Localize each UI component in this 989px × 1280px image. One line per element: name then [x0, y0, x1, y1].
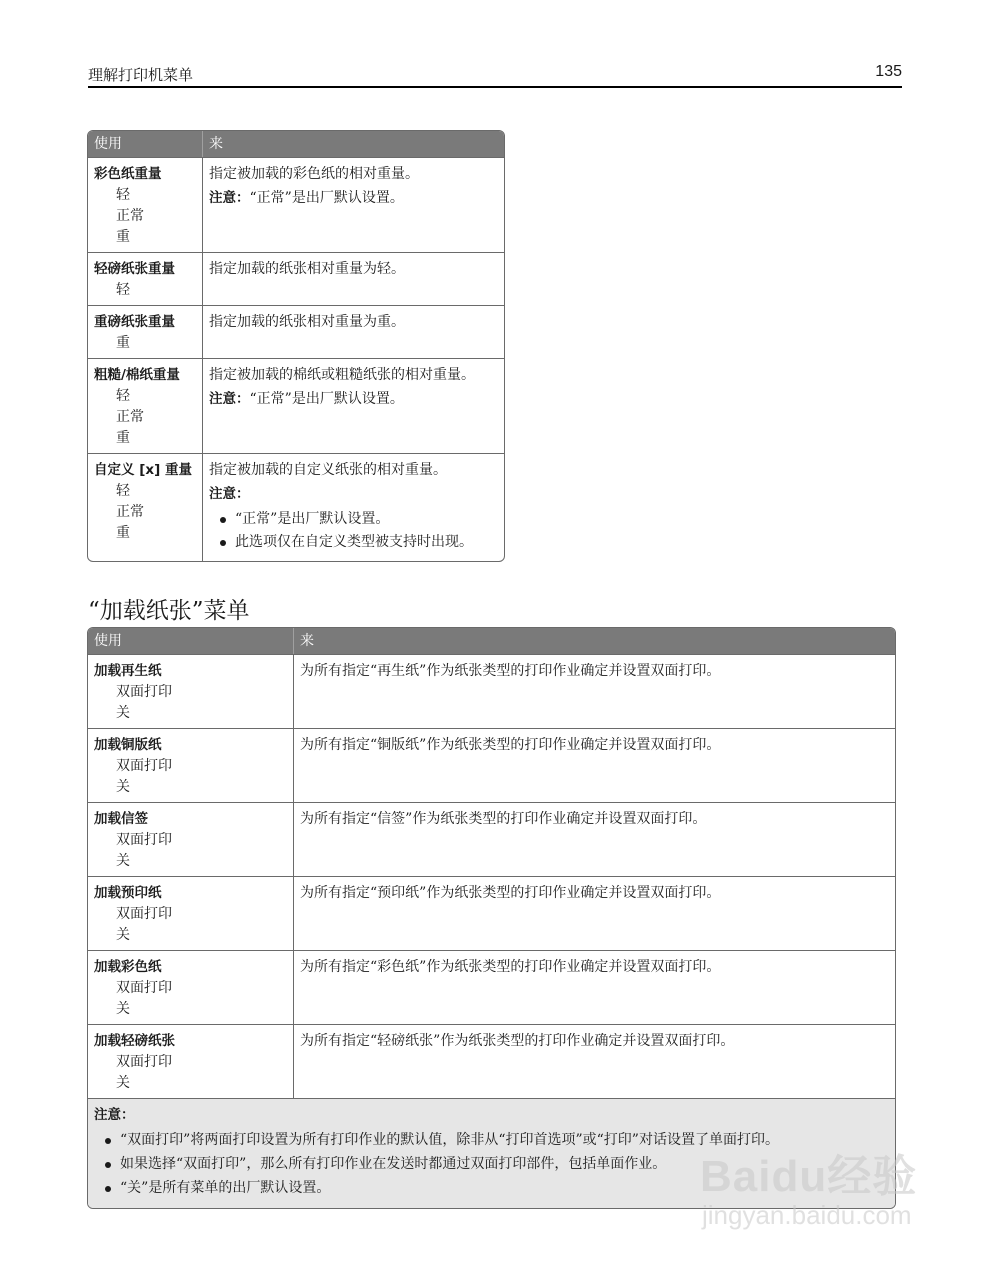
setting-name: 加载彩色纸	[94, 959, 162, 975]
note-label: 注意：	[209, 391, 250, 407]
setting-option: 关	[116, 779, 130, 795]
setting-cell	[88, 654, 293, 728]
setting-option: 关	[116, 1075, 130, 1091]
table-header-row	[88, 131, 504, 157]
table-row	[88, 157, 504, 252]
description-cell	[293, 950, 895, 1024]
table-row	[88, 876, 895, 950]
setting-name: 加载再生纸	[94, 663, 162, 679]
description-cell	[293, 654, 895, 728]
setting-name: 自定义 [x] 重量	[94, 462, 192, 478]
setting-option: 轻	[116, 483, 130, 499]
description-text: 为所有指定“预印纸”作为纸张类型的打印作业确定并设置双面打印。	[300, 885, 721, 901]
table-row	[88, 950, 895, 1024]
table-row	[88, 1024, 895, 1098]
list-item: “双面打印”将两面打印设置为所有打印作业的默认值，除非从“打印首选项”或“打印”对话设置了单面打印。	[94, 1130, 889, 1151]
column-header-to: 来	[202, 131, 504, 157]
note-text: “正常”是出厂默认设置。	[249, 190, 404, 206]
description-text: 指定被加载的彩色纸的相对重量。	[209, 166, 419, 182]
setting-option: 重	[116, 335, 130, 351]
page-number: 135	[875, 63, 902, 80]
setting-name: 加载预印纸	[94, 885, 162, 901]
paper-weight-table	[87, 130, 505, 562]
setting-name: 轻磅纸张重量	[94, 261, 175, 277]
setting-option: 关	[116, 927, 130, 943]
setting-option: 轻	[116, 282, 130, 298]
setting-name: 彩色纸重量	[94, 166, 162, 182]
setting-cell	[88, 252, 202, 305]
column-header-use: 使用	[88, 131, 202, 157]
setting-cell	[88, 950, 293, 1024]
setting-option: 双面打印	[116, 906, 172, 922]
table-row	[88, 358, 504, 453]
setting-option: 关	[116, 1001, 130, 1017]
description-cell	[202, 252, 504, 305]
description-cell	[293, 728, 895, 802]
description-text: 为所有指定“彩色纸”作为纸张类型的打印作业确定并设置双面打印。	[300, 959, 721, 975]
setting-name: 加载轻磅纸张	[94, 1033, 175, 1049]
description-text: 指定被加载的自定义纸张的相对重量。	[209, 462, 447, 478]
setting-option: 双面打印	[116, 684, 172, 700]
note-line	[209, 389, 498, 410]
description-text: 为所有指定“轻磅纸张”作为纸张类型的打印作业确定并设置双面打印。	[300, 1033, 735, 1049]
setting-cell	[88, 728, 293, 802]
column-header-to: 来	[293, 628, 895, 654]
table-row	[88, 453, 504, 561]
setting-name: 加载信签	[94, 811, 148, 827]
section-title: “加载纸张”菜单	[88, 598, 250, 624]
note-label: 注意：	[209, 486, 250, 502]
setting-option: 轻	[116, 388, 130, 404]
table-row	[88, 802, 895, 876]
description-cell	[293, 1024, 895, 1098]
setting-name: 重磅纸张重量	[94, 314, 175, 330]
description-cell	[202, 453, 504, 561]
setting-cell	[88, 157, 202, 252]
setting-option: 正常	[116, 409, 144, 425]
setting-cell	[88, 358, 202, 453]
setting-cell	[88, 305, 202, 358]
column-header-use: 使用	[88, 628, 293, 654]
table-row	[88, 252, 504, 305]
note-list	[209, 509, 498, 553]
note-row	[88, 1098, 895, 1208]
note-list	[94, 1130, 889, 1199]
setting-cell	[88, 1024, 293, 1098]
note-text: “正常”是出厂默认设置。	[249, 391, 404, 407]
table-row	[88, 728, 895, 802]
setting-option: 正常	[116, 504, 144, 520]
description-cell	[293, 876, 895, 950]
note-cell	[88, 1098, 895, 1208]
load-paper-table	[87, 627, 896, 1209]
description-cell	[202, 358, 504, 453]
setting-option: 正常	[116, 208, 144, 224]
setting-option: 双面打印	[116, 980, 172, 996]
header-title: 理解打印机菜单	[88, 66, 194, 84]
setting-option: 重	[116, 229, 130, 245]
table-header-row	[88, 628, 895, 654]
setting-cell	[88, 453, 202, 561]
description-cell	[293, 802, 895, 876]
watermark-url: jingyan.baidu.com	[702, 1200, 912, 1230]
setting-option: 重	[116, 430, 130, 446]
description-text: 为所有指定“再生纸”作为纸张类型的打印作业确定并设置双面打印。	[300, 663, 721, 679]
description-text: 为所有指定“信签”作为纸张类型的打印作业确定并设置双面打印。	[300, 811, 707, 827]
description-cell	[202, 157, 504, 252]
setting-cell	[88, 802, 293, 876]
list-item: 此选项仅在自定义类型被支持时出现。	[209, 532, 498, 553]
note-label: 注意：	[94, 1107, 135, 1123]
setting-name: 加载铜版纸	[94, 737, 162, 753]
description-text: 为所有指定“铜版纸”作为纸张类型的打印作业确定并设置双面打印。	[300, 737, 721, 753]
list-item: “正常”是出厂默认设置。	[209, 509, 498, 530]
description-text: 指定加载的纸张相对重量为重。	[209, 314, 405, 330]
note-line	[209, 188, 498, 209]
watermark-logo-text: Baidu经验	[700, 1152, 918, 1201]
table-row	[88, 654, 895, 728]
setting-option: 双面打印	[116, 758, 172, 774]
setting-option: 关	[116, 853, 130, 869]
note-label: 注意：	[209, 190, 250, 206]
setting-cell	[88, 876, 293, 950]
setting-option: 轻	[116, 187, 130, 203]
description-text: 指定加载的纸张相对重量为轻。	[209, 261, 405, 277]
list-item: 如果选择“双面打印”，那么所有打印作业在发送时都通过双面打印部件，包括单面作业。	[94, 1154, 889, 1175]
description-cell	[202, 305, 504, 358]
page-header	[88, 60, 902, 88]
setting-option: 双面打印	[116, 832, 172, 848]
setting-name: 粗糙/棉纸重量	[94, 367, 180, 383]
table-row	[88, 305, 504, 358]
setting-option: 重	[116, 525, 130, 541]
setting-option: 关	[116, 705, 130, 721]
list-item: “关”是所有菜单的出厂默认设置。	[94, 1178, 889, 1199]
description-text: 指定被加载的棉纸或粗糙纸张的相对重量。	[209, 367, 475, 383]
setting-option: 双面打印	[116, 1054, 172, 1070]
